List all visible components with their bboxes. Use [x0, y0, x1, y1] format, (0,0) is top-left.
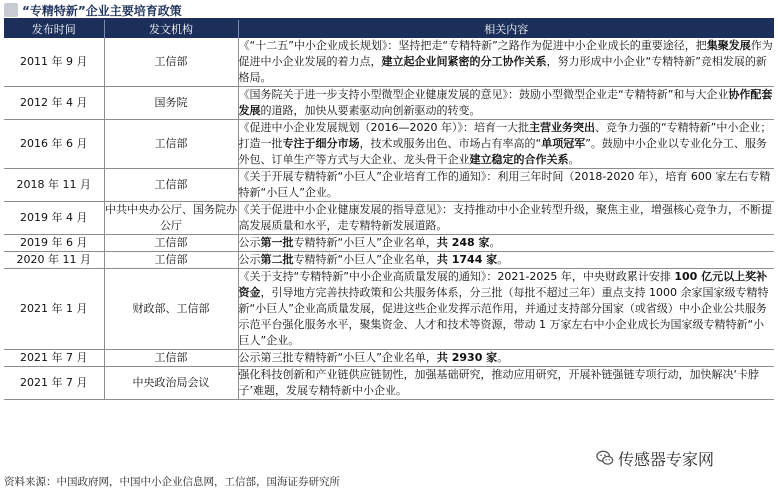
cell-content [238, 87, 774, 120]
title-marker-icon [4, 3, 18, 17]
content-segment: 专精特新“小巨人”企业名单， [293, 236, 437, 249]
wechat-icon [596, 449, 614, 467]
cell-content [238, 235, 774, 252]
header-content: 相关内容 [238, 20, 774, 38]
content-segment: 《关于促进中小企业健康发展的指导意见》：支持推动中小企业转型升级，聚焦主业，增强核心竞争力，不断提高发展质量和水平，走专精特新发展道路。 [238, 203, 772, 232]
content-segment: 单项冠军 [541, 137, 586, 150]
content-segment: 《国务院关于进一步支持小型微型企业健康发展的意见》：鼓励小型微型企业走“专精特新”和与大企业 [238, 88, 729, 101]
cell-date: 2011 年 9 月 [4, 38, 104, 87]
page-title: “专精特新”企业主要培育政策 [22, 3, 182, 18]
source-note: 资料来源：中国政府网，中国中小企业信息网，工信部，国海证券研究所 [4, 476, 340, 488]
cell-date: 2021 年 7 月 [4, 350, 104, 367]
content-segment: 公示第三批专精特新“小巨人”企业名单， [238, 351, 437, 364]
cell-date: 2021 年 7 月 [4, 367, 104, 400]
content-segment: 。 [568, 153, 580, 166]
header-date: 发布时间 [4, 20, 104, 38]
content-segment: 第二批 [260, 253, 294, 266]
content-segment: 强化科技创新和产业链供应链韧性，加强基础研究，推动应用研究，开展补链强链专项行动，加快解决‘卡脖子’难题，发展专精特新中小企业。 [238, 368, 759, 397]
content-segment: 。 [489, 236, 501, 249]
cell-date: 2019 年 4 月 [4, 202, 104, 235]
table-body [4, 38, 774, 400]
content-segment: 、竞争力强的“专精特新”中小企业；打造一批 [238, 121, 772, 150]
content-segment: 专注于细分市场 [282, 137, 360, 150]
content-segment: 建立起企业间紧密的分工协作关系 [381, 55, 547, 68]
content-segment: ，引导地方完善扶持政策和公共服务体系，分三批（每批不超过三年）重点支持 1000 余家国家级专精特新“小巨人”企业高质量发展，促进这些企业发挥示范作用，并通过支持部分国家（或省级）中小企业公共服务示范平台强化服务水平，聚集资金、人才和技术等资源，带动 1 万家左右中小企业成长为国家级专精特新“小巨人”企业。 [238, 286, 769, 347]
table-row [4, 202, 774, 235]
content-segment: ，技术或服务出色、市场占有率高的“ [359, 137, 542, 150]
watermark-text: 传感器专家网 [618, 449, 715, 469]
content-segment: ”。鼓励中小企业以专业化分工、服务外包、订单生产等方式与大企业、龙头骨干企业 [238, 137, 767, 166]
cell-content [238, 269, 774, 350]
content-segment: 公示 [238, 253, 261, 266]
content-segment: 专精特新“小巨人”企业名单， [293, 253, 437, 266]
table-row [4, 87, 774, 120]
content-segment: 共 248 家 [436, 236, 490, 249]
cell-date: 2016 年 6 月 [4, 120, 104, 169]
cell-date: 2012 年 4 月 [4, 87, 104, 120]
content-segment: ，努力形成中小企业“专精特新”竞相发展的新格局。 [238, 55, 767, 84]
cell-org: 工信部 [104, 252, 238, 269]
table-row [4, 169, 774, 202]
cell-content [238, 120, 774, 169]
table-row [4, 252, 774, 269]
cell-org: 工信部 [104, 120, 238, 169]
content-segment: 共 1744 家 [436, 253, 498, 266]
cell-org: 工信部 [104, 350, 238, 367]
cell-org: 工信部 [104, 235, 238, 252]
cell-date: 2020 年 11 月 [4, 252, 104, 269]
content-segment: 集聚发展 [706, 39, 751, 52]
content-segment: 共 2930 家 [436, 351, 498, 364]
table-row [4, 38, 774, 87]
table-row [4, 350, 774, 367]
cell-content [238, 202, 774, 235]
content-segment: 公示 [238, 236, 261, 249]
table-row [4, 367, 774, 400]
content-segment: 的道路，加快从要素驱动向创新驱动的转变。 [260, 104, 481, 117]
cell-content [238, 252, 774, 269]
cell-content [238, 169, 774, 202]
content-segment: 作为促进中小企业发展的着力点， [238, 39, 773, 68]
cell-date: 2019 年 6 月 [4, 235, 104, 252]
content-segment: 100 亿元以上奖补资金 [238, 270, 768, 299]
cell-org: 工信部 [104, 38, 238, 87]
content-segment: 。 [497, 351, 509, 364]
header-org: 发文机构 [104, 20, 238, 38]
table-row [4, 120, 774, 169]
content-segment: 《关于支持“专精特新”中小企业高质量发展的通知》：2021-2025 年，中央财政累计安排 [238, 270, 675, 283]
cell-org: 国务院 [104, 87, 238, 120]
cell-org: 中共中央办公厅、国务院办公厅 [104, 202, 238, 235]
policy-table [4, 20, 774, 400]
content-segment: 《促进中小企业发展规划（2016—2020 年）》：培育一大批 [238, 121, 529, 134]
title-bar [4, 2, 182, 18]
content-segment: 第一批 [260, 236, 294, 249]
table-row [4, 235, 774, 252]
cell-org: 工信部 [104, 169, 238, 202]
watermark [592, 446, 718, 470]
content-segment: 建立稳定的合作关系 [469, 153, 569, 166]
content-segment: 协作配套发展 [238, 88, 773, 117]
cell-content [238, 350, 774, 367]
cell-date: 2021 年 1 月 [4, 269, 104, 350]
content-segment: 主营业务突出 [528, 121, 595, 134]
content-segment: 。 [497, 253, 509, 266]
table-header-row [4, 20, 774, 38]
content-segment: 《关于开展专精特新“小巨人”企业培育工作的通知》：利用三年时间（2018-2020 年），培育 600 家左右专精特新“小巨人”企业。 [238, 170, 771, 199]
cell-org: 财政部、工信部 [104, 269, 238, 350]
cell-date: 2018 年 11 月 [4, 169, 104, 202]
cell-content [238, 367, 774, 400]
content-segment: 《“十二五”中小企业成长规划》：坚持把走“专精特新”之路作为促进中小企业成长的重要途径，把 [238, 39, 707, 52]
cell-content [238, 38, 774, 87]
cell-org: 中央政治局会议 [104, 367, 238, 400]
table-row [4, 269, 774, 350]
